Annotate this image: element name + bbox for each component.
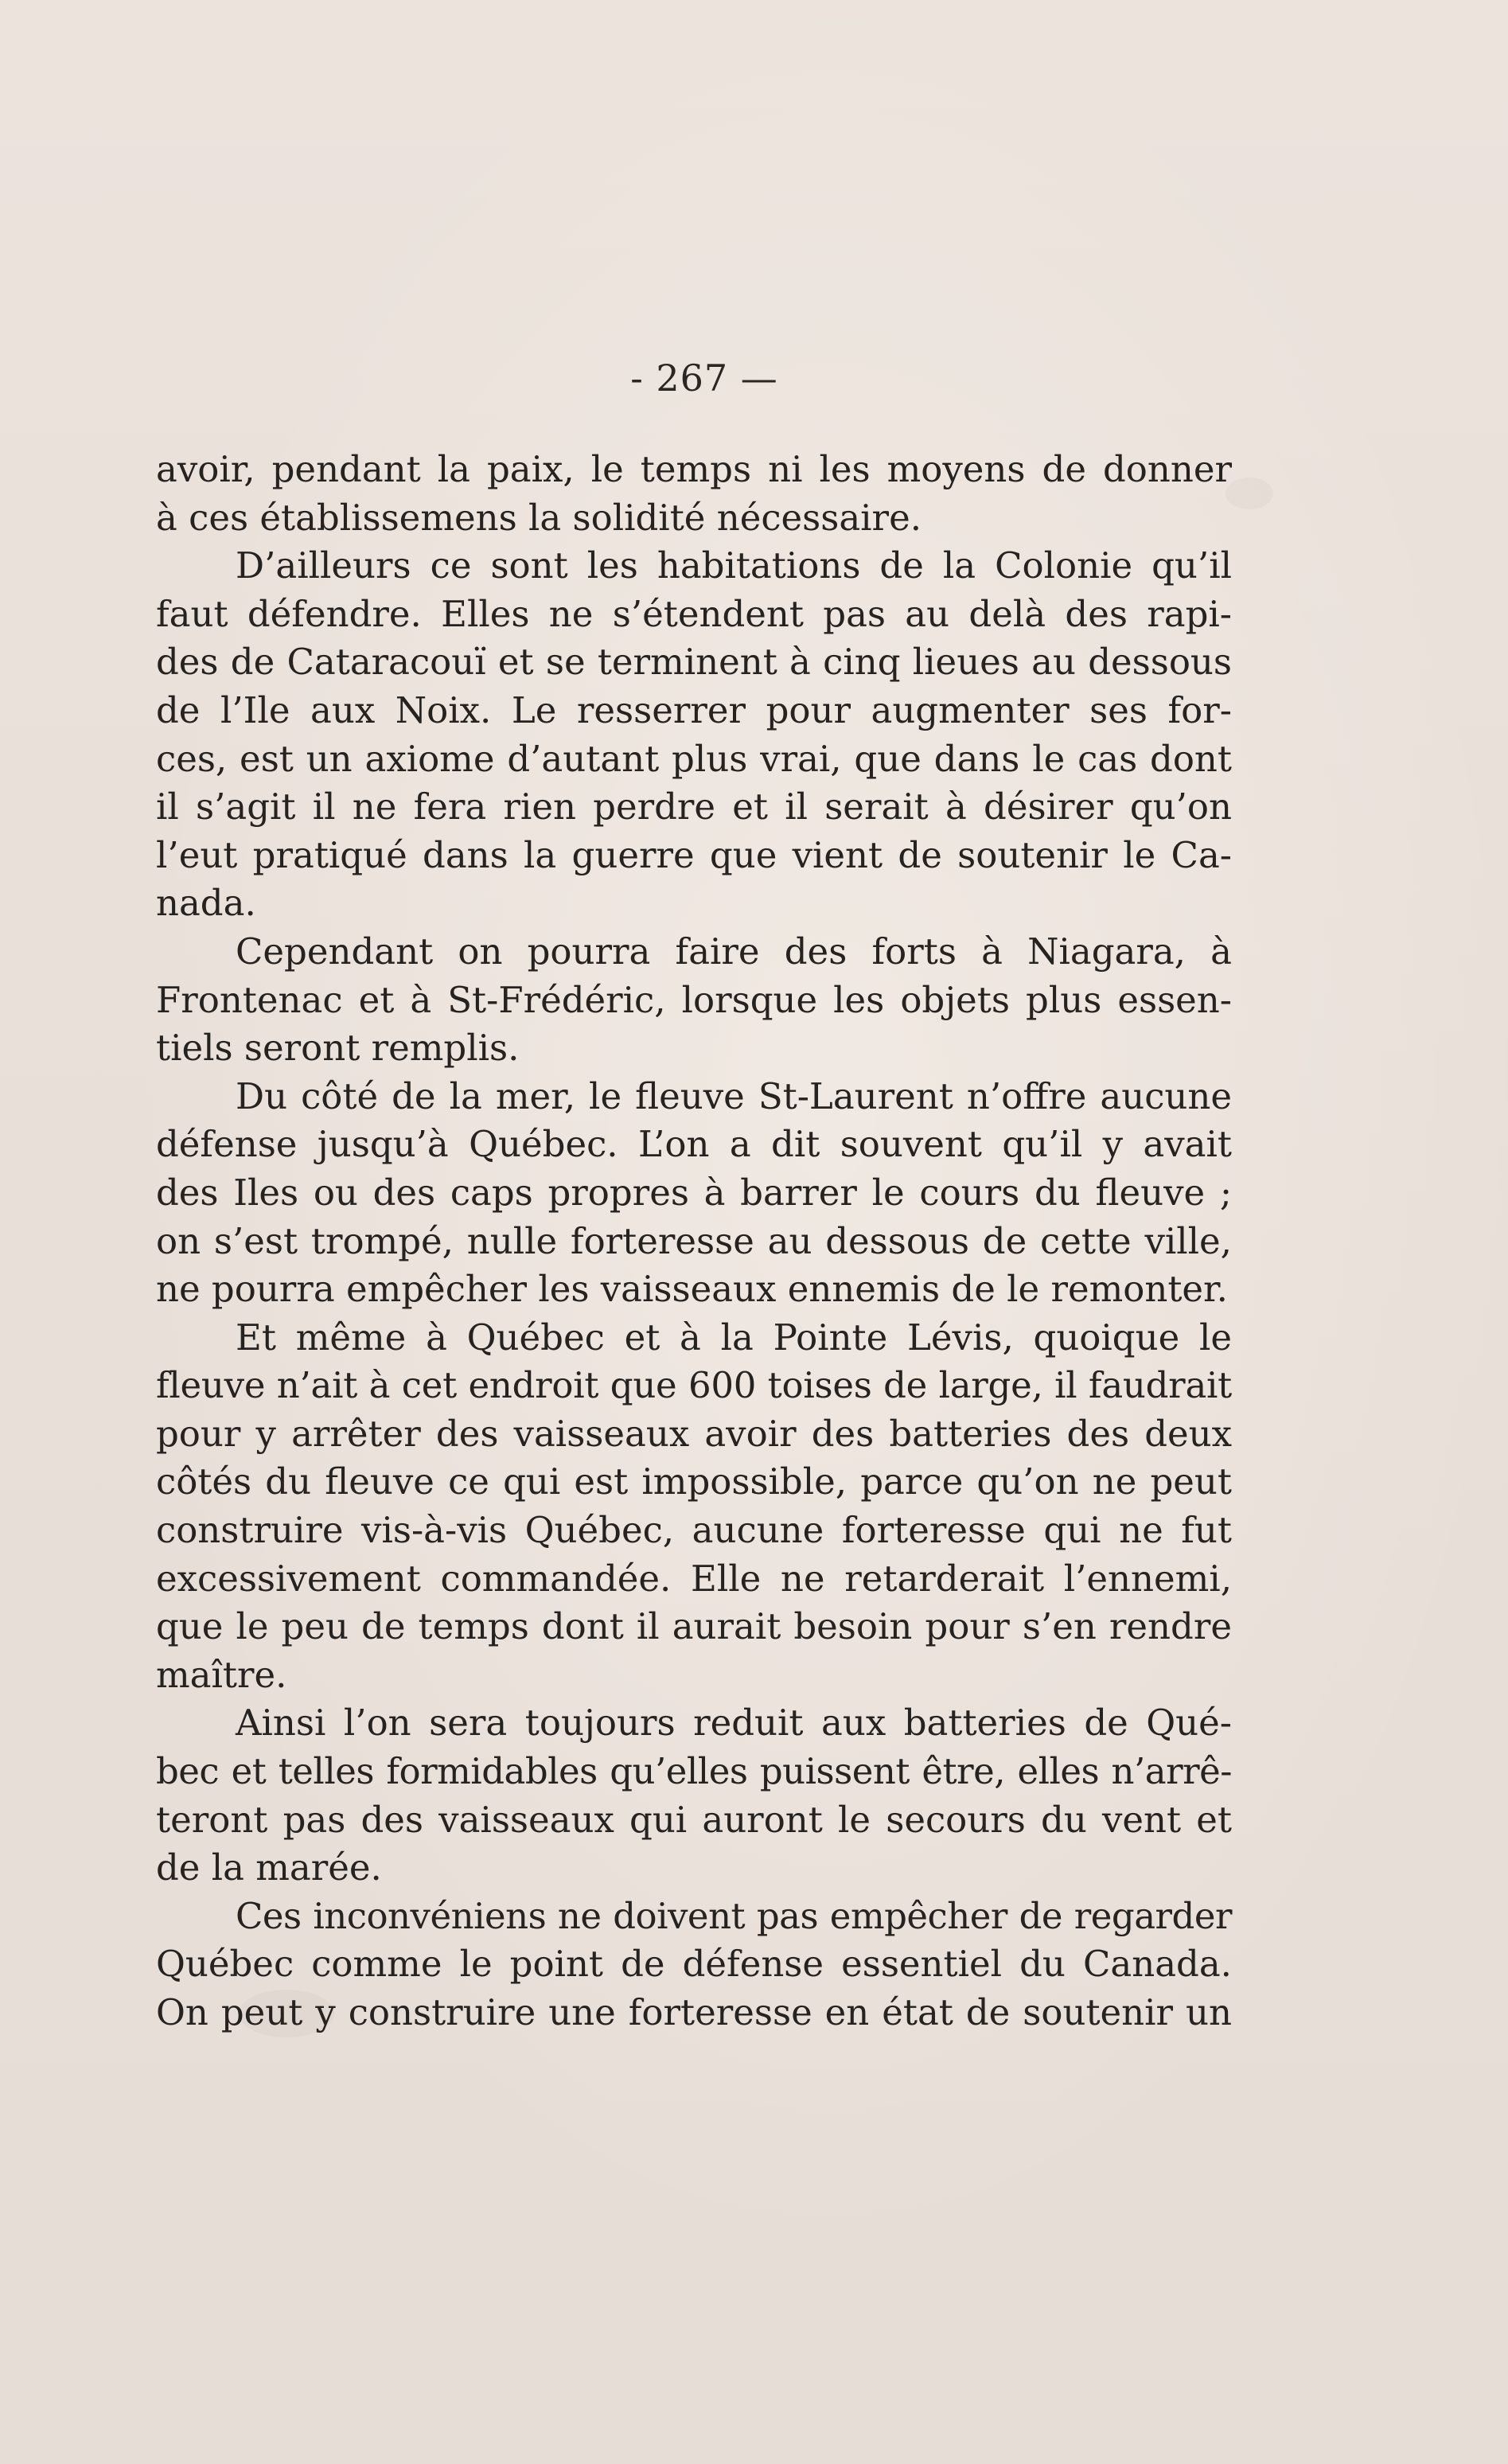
text-line: défense jusqu’à Québec. L’on a dit souvent qu’il y avait — [156, 1123, 1232, 1166]
text-line: ne pourra empêcher les vaisseaux ennemis de le remonter. — [156, 1268, 1228, 1311]
text-line: de la marée. — [156, 1846, 382, 1889]
text-line: maître. — [156, 1653, 287, 1696]
text-line: Cependant on pourra faire des forts à Niagara, à — [236, 930, 1232, 973]
text-line: de l’Ile aux Noix. Le resserrer pour augmenter ses for- — [156, 688, 1232, 731]
text-line: Et même à Québec et à la Pointe Lévis, quoique le — [236, 1316, 1232, 1359]
text-line: à ces établissemens la solidité nécessaire. — [156, 496, 922, 539]
text-line: D’ailleurs ce sont les habitations de la Colonie qu’il — [236, 544, 1232, 587]
text-line: Frontenac et à St-Frédéric, lorsque les objets plus essen- — [156, 978, 1232, 1021]
text-line: fleuve n’ait à cet endroit que 600 toises de large, il faudrait — [156, 1364, 1232, 1407]
text-line: teront pas des vaisseaux qui auront le secours du vent et — [156, 1798, 1232, 1841]
text-line: que le peu de temps dont il aurait besoin pour s’en rendre — [156, 1605, 1232, 1648]
text-line: pour y arrêter des vaisseaux avoir des batteries des deux — [156, 1412, 1232, 1455]
text-line: il s’agit il ne fera rien perdre et il serait à désirer qu’on — [156, 786, 1232, 828]
page-number: - 267 — — [630, 357, 778, 400]
text-line: des Iles ou des caps propres à barrer le cours du fleuve ; — [156, 1171, 1232, 1214]
text-line: Ainsi l’on sera toujours reduit aux batteries de Qué- — [236, 1702, 1232, 1745]
text-line: côtés du fleuve ce qui est impossible, parce qu’on ne peut — [156, 1460, 1232, 1503]
text-line: Du côté de la mer, le fleuve St-Laurent n’offre aucune — [236, 1074, 1232, 1117]
text-line: Ces inconvéniens ne doivent pas empêcher de regarder — [236, 1894, 1232, 1937]
text-line: Québec comme le point de défense essentiel du Canada. — [156, 1943, 1232, 1986]
paper-stain — [1225, 478, 1273, 509]
text-line: excessivement commandée. Elle ne retarderait l’ennemi, — [156, 1557, 1232, 1600]
text-line: faut défendre. Elles ne s’étendent pas au delà des rapi- — [156, 592, 1232, 635]
text-line: bec et telles formidables qu’elles puissent être, elles n’arrê- — [156, 1750, 1232, 1793]
text-line: On peut y construire une forteresse en état de soutenir un — [156, 1991, 1232, 2033]
text-line: tiels seront remplis. — [156, 1027, 520, 1070]
text-line: ces, est un axiome d’autant plus vrai, que dans le cas dont — [156, 737, 1232, 780]
text-line: avoir, pendant la paix, le temps ni les moyens de donner — [156, 448, 1232, 490]
body-text — [156, 446, 1232, 2037]
text-line: des de Cataracouï et se terminent à cinq lieues au dessous — [156, 641, 1232, 684]
text-line: l’eut pratiqué dans la guerre que vient de soutenir le Ca- — [156, 833, 1232, 876]
text-line: construire vis-à-vis Québec, aucune forteresse qui ne fut — [156, 1509, 1232, 1552]
text-line: nada. — [156, 882, 256, 925]
text-line: on s’est trompé, nulle forteresse au dessous de cette ville, — [156, 1219, 1232, 1262]
